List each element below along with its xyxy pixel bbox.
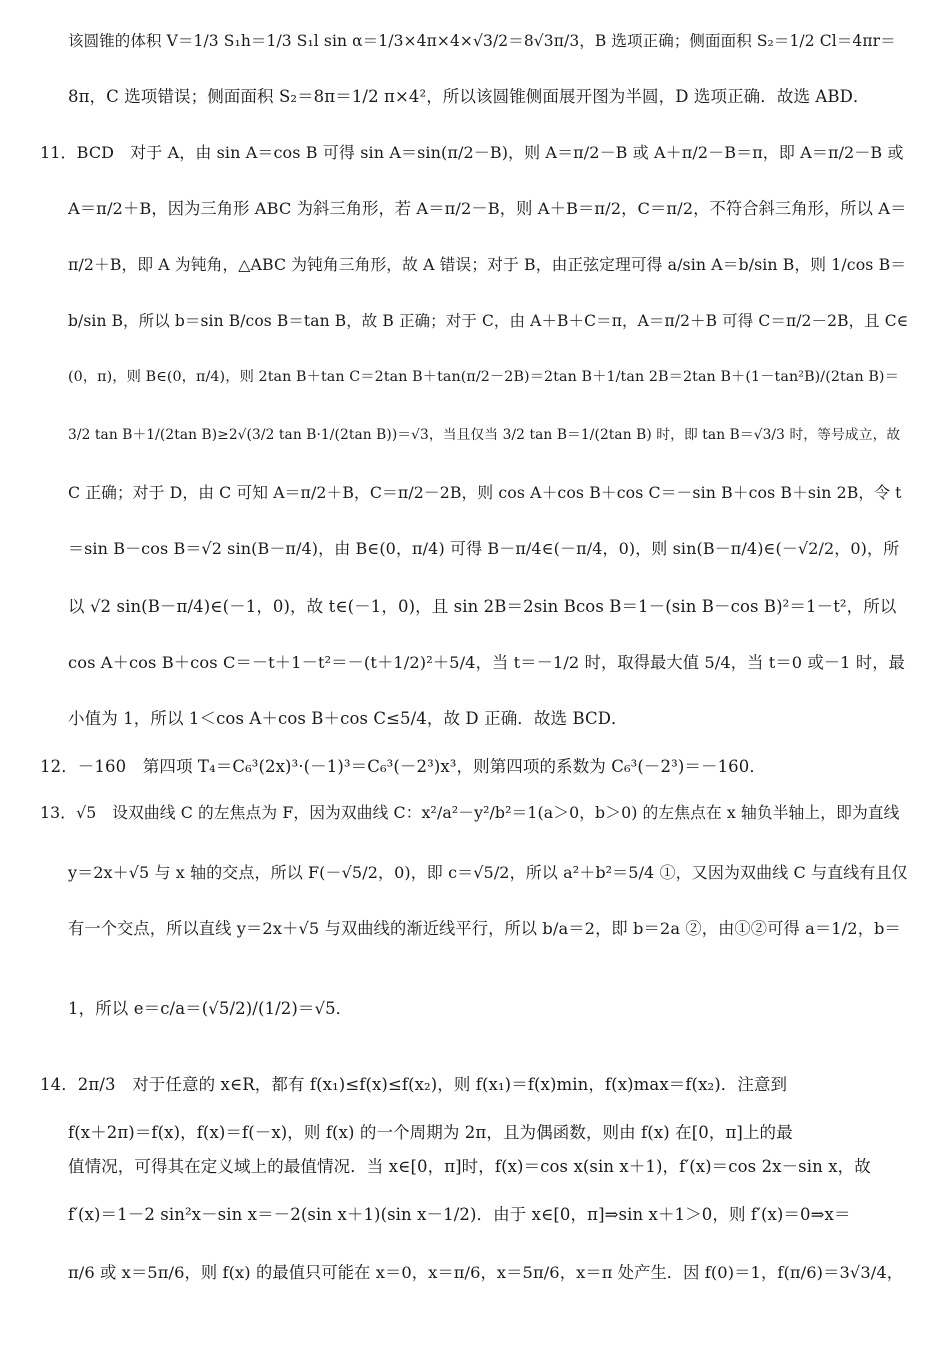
text-line: 有一个交点，所以直线 y＝2x＋√5 与双曲线的渐近线平行，所以 b/a＝2，即 b＝2a ②，由①②可得 a＝1/2，b＝ [68, 919, 901, 938]
text-line: 1，所以 e＝c/a＝(√5/2)/(1/2)＝√5． [68, 999, 353, 1018]
text-line: f′(x)＝1－2 sin²x－sin x＝－2(sin x＋1)(sin x－1/2)．由于 x∈[0，π]⇒sin x＋1＞0，则 f′(x)＝0⇒x＝ [68, 1205, 851, 1224]
problem-13-answer: 13．√5 设双曲线 C 的左焦点为 F，因为双曲线 C：x²/a²－y²/b²＝1(a＞0，b＞0) 的左焦点在 x 轴负半轴上，即为直线 [40, 803, 900, 822]
text-line: 值情况，可得其在定义域上的最值情况．当 x∈[0，π]时，f(x)＝cos x(sin x＋1)，f′(x)＝cos 2x－sin x，故 [68, 1157, 871, 1176]
problem-14-answer: 14．2π/3 对于任意的 x∈R，都有 f(x₁)≤f(x)≤f(x₂)，则 f(x₁)＝f(x)min，f(x)max＝f(x₂)．注意到 [40, 1075, 788, 1094]
text-line: π/6 或 x＝5π/6，则 f(x) 的最值只可能在 x＝0，x＝π/6，x＝5π/6，x＝π 处产生．因 f(0)＝1，f(π/6)＝3√3/4， [68, 1263, 904, 1282]
text-line: 3/2 tan B＋1/(2tan B)≥2√(3/2 tan B·1/(2tan B))＝√3，当且仅当 3/2 tan B＝1/(2tan B) 时，即 tan B＝√3/3 时，等号成立，故 [68, 427, 901, 443]
text-line: cos A＋cos B＋cos C＝－t＋1－t²＝－(t＋1/2)²＋5/4，当 t＝－1/2 时，取得最大值 5/4，当 t＝0 或－1 时，最 [68, 653, 905, 672]
text-line: π/2＋B，即 A 为钝角，△ABC 为钝角三角形，故 A 错误；对于 B，由正弦定理可得 a/sin A＝b/sin B，则 1/cos B＝ [68, 255, 907, 274]
text-line: 小值为 1，所以 1＜cos A＋cos B＋cos C≤5/4，故 D 正确．故选 BCD． [68, 709, 628, 728]
text-line: A＝π/2＋B，因为三角形 ABC 为斜三角形，若 A＝π/2－B，则 A＋B＝π/2，C＝π/2，不符合斜三角形，所以 A＝ [68, 199, 907, 218]
problem-11-answer: 11．BCD 对于 A，由 sin A＝cos B 可得 sin A＝sin(π/2－B)，则 A＝π/2－B 或 A＋π/2－B＝π，即 A＝π/2－B 或 [40, 143, 904, 162]
text-line: ＝sin B－cos B＝√2 sin(B－π/4)，由 B∈(0，π/4) 可得 B－π/4∈(－π/4，0)，则 sin(B－π/4)∈(－√2/2，0)，所 [68, 539, 900, 558]
text-line: C 正确；对于 D，由 C 可知 A＝π/2＋B，C＝π/2－2B，则 cos A＋cos B＋cos C＝－sin B＋cos B＋sin 2B，令 t [68, 483, 902, 502]
text-line: f(x＋2π)＝f(x)，f(x)＝f(－x)，则 f(x) 的一个周期为 2π，且为偶函数，则由 f(x) 在[0，π]上的最 [68, 1123, 793, 1142]
text-line: b/sin B，所以 b＝sin B/cos B＝tan B，故 B 正确；对于 C，由 A＋B＋C＝π，A＝π/2＋B 可得 C＝π/2－2B，且 C∈ [68, 312, 908, 330]
text-line: y＝2x＋√5 与 x 轴的交点，所以 F(－√5/2，0)，即 c＝√5/2，所以 a²＋b²＝5/4 ①，又因为双曲线 C 与直线有且仅 [68, 863, 908, 882]
problem-12-answer: 12．－160 第四项 T₄＝C₆³(2x)³·(－1)³＝C₆³(－2³)x³，则第四项的系数为 C₆³(－2³)＝－160． [40, 757, 766, 776]
text-line: (0，π)，则 B∈(0，π/4)，则 2tan B＋tan C＝2tan B＋tan(π/2－2B)＝2tan B＋1/tan 2B＝2tan B＋(1－tan²B)/(2tan B)＝ [68, 369, 899, 385]
text-line: 该圆锥的体积 V＝1/3 S₁h＝1/3 S₁l sin α＝1/3×4π×4×√3/2＝8√3π/3，B 选项正确；侧面面积 S₂＝1/2 Cl＝4πr＝ [68, 32, 896, 50]
text-line: 以 √2 sin(B－π/4)∈(－1，0)，故 t∈(－1，0)，且 sin 2B＝2sin Bcos B＝1－(sin B－cos B)²＝1－t²，所以 [68, 597, 897, 616]
text-line: 8π，C 选项错误；侧面面积 S₂＝8π＝1/2 π×4²，所以该圆锥侧面展开图为半圆，D 选项正确．故选 ABD． [68, 87, 870, 106]
